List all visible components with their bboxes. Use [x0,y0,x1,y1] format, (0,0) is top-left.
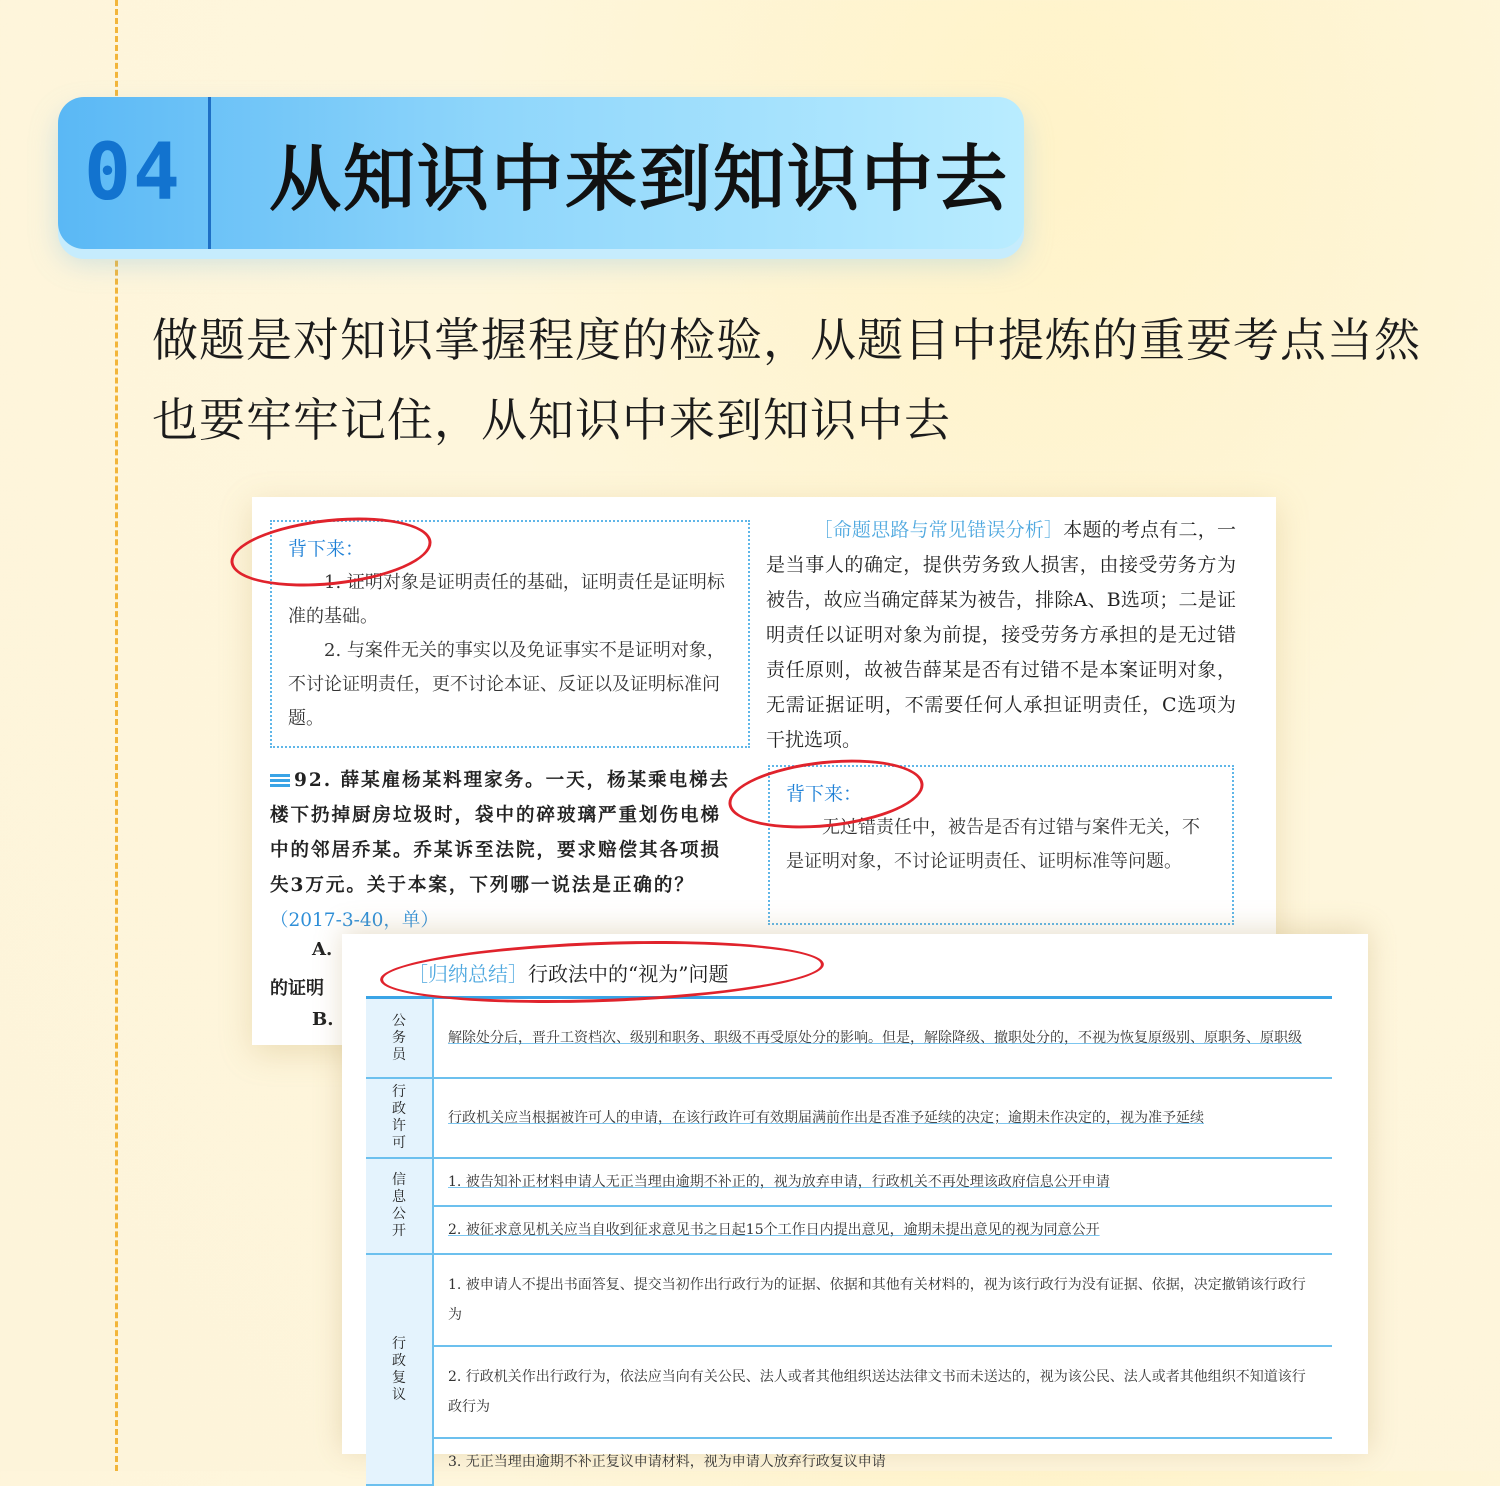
content-cell: 1. 被申请人不提出书面答复、提交当初作出行政行为的证据、依据和其他有关材料的，视为该行政行为没有证据、依据，决定撤销该行政行为 [433,1254,1332,1346]
summary-tag: ［归纳总结］ [408,962,528,986]
content-cell: 行政机关应当根据被许可人的申请，在该行政许可有效期届满前作出是否准予延续的决定；逾期未作决定的，视为准予延续 [433,1078,1332,1158]
intro-text: 做题是对知识掌握程度的检验，从题目中提炼的重要考点当然也要牢牢记住，从知识中来到知识中去 [152,313,1421,447]
analysis-tag: ［命题思路与常见错误分析］ [813,519,1064,541]
analysis-text: 本题的考点有二，一是当事人的确定，提供劳务致人损害，由接受劳务方为被告，故应当确定薛某为被告，排除A、B选项；二是证明责任以证明对象为前提，接受劳务方承担的是无过错责任原则，故被告薛某是否有过错不是本案证明对象，无需证据证明，不需要任何人承担证明责任，C选项为干扰选项。 [766,519,1236,751]
content-cell: 解除处分后，晋升工资档次、级别和职务、职级不再受原处分的影响。但是，解除降级、撤职处分的，不视为恢复原级别、原职务、原职级 [433,998,1332,1079]
question-source: （2017-3-40，单） [270,910,439,931]
table-row [366,1438,1332,1485]
section-title: 从知识中来到知识中去 [269,137,1010,221]
content-cell: 2. 被征求意见机关应当自收到征求意见书之日起15个工作日内提出意见，逾期未提出意见的视为同意公开 [433,1206,1332,1254]
section-number: 04 [84,128,182,218]
table-row [366,998,1332,1079]
section-banner [58,97,1024,249]
option-a: A. [312,939,333,960]
table-row [366,1078,1332,1158]
recite-item: 2. 与案件无关的事实以及免证事实不是证明对象，不讨论证明责任，更不讨论本证、反证以及证明标准问题。 [288,640,725,729]
analysis-paragraph [766,513,1236,758]
content-cell: 1. 被告知补正材料申请人无正当理由逾期不补正的，视为放弃申请，行政机关不再处理该政府信息公开申请 [433,1158,1332,1206]
content-cell: 3. 无正当理由逾期不补正复议申请材料，视为申请人放弃行政复议申请 [448,1454,886,1470]
table-row [366,1254,1332,1346]
table-row [366,1346,1332,1438]
recite-item: 无过错责任中，被告是否有过错与案件无关，不是证明对象，不讨论证明责任、证明标准等问题。 [786,817,1200,872]
table-row [366,1158,1332,1206]
recite-title: 背下来： [786,783,863,805]
content-cell: 2. 行政机关作出行政行为，依法应当向有关公民、法人或者其他组织送达法律文书而未送达的，视为该公民、法人或者其他组织不知道该行政行为 [433,1346,1332,1438]
category-cell: 公务员 [366,998,433,1079]
question-icon [270,774,290,788]
banner-divider [208,97,211,249]
option-a-continued: 的证明 [270,978,324,999]
book-page-summary [342,934,1368,1470]
category-cell: 行政许可 [366,1078,433,1158]
recite-title: 背下来： [288,538,365,560]
summary-table [366,996,1332,1486]
table-row [366,1206,1332,1254]
summary-title-text: 行政法中的“视为”问题 [528,962,729,986]
question-92 [270,763,740,938]
question-text: 92. 薛某雇杨某料理家务。一天，杨某乘电梯去楼下扔掉厨房垃圾时，袋中的碎玻璃严重划伤电梯中的邻居乔某。乔某诉至法院，要求赔偿其各项损失3万元。关于本案，下列哪一说法是正确的？ [270,770,731,896]
option-b: B. [312,1009,334,1030]
recite-item: 1. 证明对象是证明责任的基础，证明责任是证明标准的基础。 [288,572,725,627]
category-cell: 信息公开 [366,1158,433,1254]
category-cell: 行政复议 [366,1254,433,1485]
